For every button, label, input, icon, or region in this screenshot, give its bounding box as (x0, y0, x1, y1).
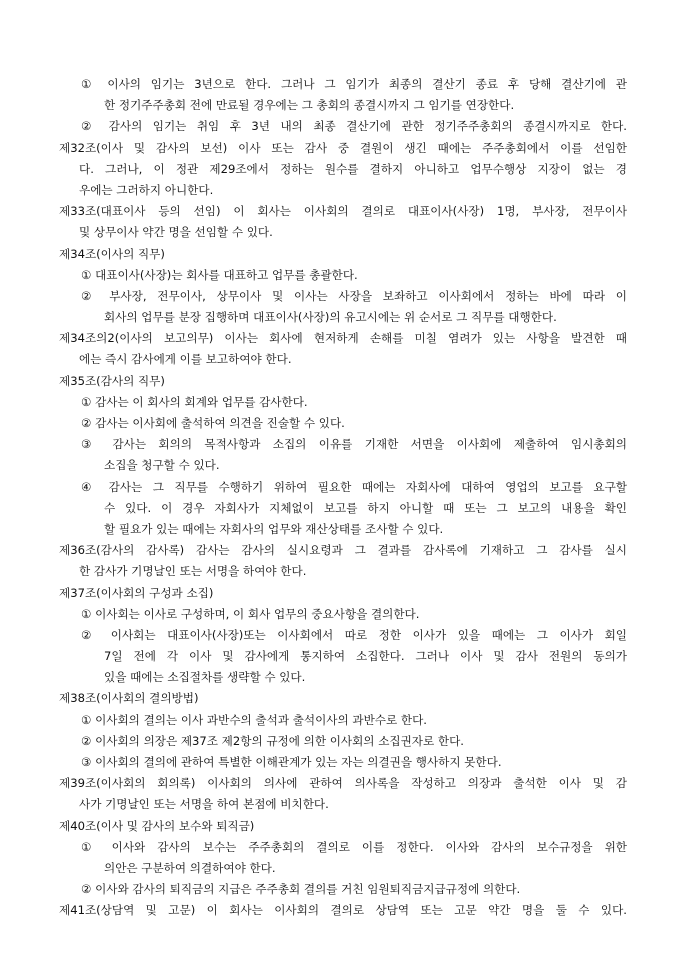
text-line: 제38조(이사회의 결의방법) (59, 691, 199, 706)
text-line: 우에는 그러하지 아니한다. (79, 182, 214, 197)
text-line: 제33조(대표이사 등의 선임) 이 회사는 이사회의 결의로 대표이사(사장) 1명, 부사장, 전무이사 (59, 204, 627, 219)
text-line: ① 이사회의 결의는 이사 과반수의 출석과 출석이사의 과반수로 한다. (81, 712, 427, 727)
text-line: 할 필요가 있는 때에는 자회사의 업무와 재산상태를 조사할 수 있다. (104, 521, 444, 536)
text-line: 수 있다. 이 경우 자회사가 지체없이 보고를 하지 아니할 때 또는 그 보고의 내용을 확인 (104, 500, 627, 515)
text-line: ② 이사회는 대표이사(사장)또는 이사회에서 따로 정한 이사가 있을 때에는 그 이사가 회일 (81, 627, 627, 642)
text-line: ① 대표이사(사장)는 회사를 대표하고 업무를 총괄한다. (81, 267, 358, 282)
text-line: ① 이사와 감사의 보수는 주주총회의 결의로 이를 정한다. 이사와 감사의 보수규정을 위한 (81, 839, 627, 854)
text-line: 제37조(이사회의 구성과 소집) (59, 585, 214, 600)
text-line: 제34조의2(이사의 보고의무) 이사는 회사에 현저하게 손해를 미칠 염려가 있는 사항을 발견한 때 (59, 331, 627, 346)
text-line: 제40조(이사 및 감사의 보수와 퇴직금) (59, 818, 255, 833)
text-line: ② 이사와 감사의 퇴직금의 지급은 주주총회 결의를 거친 임원퇴직금지급규정에 의한다. (81, 882, 521, 897)
text-line: ① 이사회는 이사로 구성하며, 이 회사 업무의 중요사항을 결의한다. (81, 606, 420, 621)
text-line: ① 감사는 이 회사의 회계와 업무를 감사한다. (81, 394, 308, 409)
text-line: 있을 때에는 소집절차를 생략할 수 있다. (104, 670, 306, 685)
text-line: 제32조(이사 및 감사의 보선) 이사 또는 감사 중 결원이 생긴 때에는 주주총회에서 이를 선임한 (59, 140, 627, 155)
text-line: ② 감사는 이사회에 출석하여 의견을 진술할 수 있다. (81, 416, 345, 430)
text-line: ④ 감사는 그 직무를 수행하기 위하여 필요한 때에는 자회사에 대하여 영업의 보고를 요구할 (81, 479, 627, 494)
text-line: 에는 즉시 감사에게 이를 보고하여야 한다. (79, 352, 292, 367)
text-line: 및 상무이사 약간 명을 선임할 수 있다. (79, 225, 273, 240)
text-line: 회사의 업무를 분장 집행하며 대표이사(사장)의 유고시에는 위 순서로 그 직무를 대행한다. (104, 310, 557, 325)
text-line: 의안은 구분하여 의결하여야 한다. (104, 860, 276, 875)
text-line: 7일 전에 각 이사 및 감사에게 통지하여 소집한다. 그러나 이사 및 감사 전원의 동의가 (104, 649, 627, 664)
text-line: ② 이사회의 의장은 제37조 제2항의 규정에 의한 이사회의 소집권자로 한다. (81, 733, 464, 748)
text-line: 소집을 청구할 수 있다. (104, 458, 220, 473)
text-line: 사가 기명날인 또는 서명을 하여 본점에 비치한다. (79, 797, 329, 812)
text-line: ① 이사의 임기는 3년으로 한다. 그러나 그 임기가 최종의 결산기 종료 후 당해 결산기에 관 (81, 77, 627, 91)
text-line: 다. 그러나, 이 정관 제29조에서 정하는 원수를 결하지 아니하고 업무수행상 지장이 없는 경 (79, 161, 627, 176)
document-body (59, 74, 627, 922)
text-line: 제35조(감사의 직무) (59, 373, 165, 388)
text-line: 한 감사가 기명날인 또는 서명을 하여야 한다. (79, 564, 307, 579)
text-line: 제39조(이사회의 회의록) 이사회의 의사에 관하여 의사록을 작성하고 의장과 출석한 이사 및 감 (59, 776, 627, 791)
text-line: 제34조(이사의 직무) (59, 246, 165, 261)
text-line: 한 정기주주총회 전에 만료될 경우에는 그 총회의 종결시까지 그 임기를 연장한다. (104, 98, 515, 113)
text-line: ③ 이사회의 결의에 관하여 특별한 이해관계가 있는 자는 의결권을 행사하지 못한다. (81, 755, 502, 769)
text-line: 제36조(감사의 감사록) 감사는 감사의 실시요령과 그 결과를 감사록에 기재하고 그 감사를 실시 (59, 543, 627, 558)
text-line: 제41조(상담역 및 고문) 이 회사는 이사회의 결의로 상담역 또는 고문 약간 명을 둘 수 있다. (59, 903, 627, 918)
text-line: ② 감사의 임기는 취임 후 3년 내의 최종 결산기에 관한 정기주주총회의 종결시까지로 한다. (81, 119, 627, 134)
text-line: ③ 감사는 회의의 목적사항과 소집의 이유를 기재한 서면을 이사회에 제출하여 임시총회의 (81, 437, 627, 452)
text-line: ② 부사장, 전무이사, 상무이사 및 이사는 사장을 보좌하고 이사회에서 정하는 바에 따라 이 (81, 288, 627, 303)
